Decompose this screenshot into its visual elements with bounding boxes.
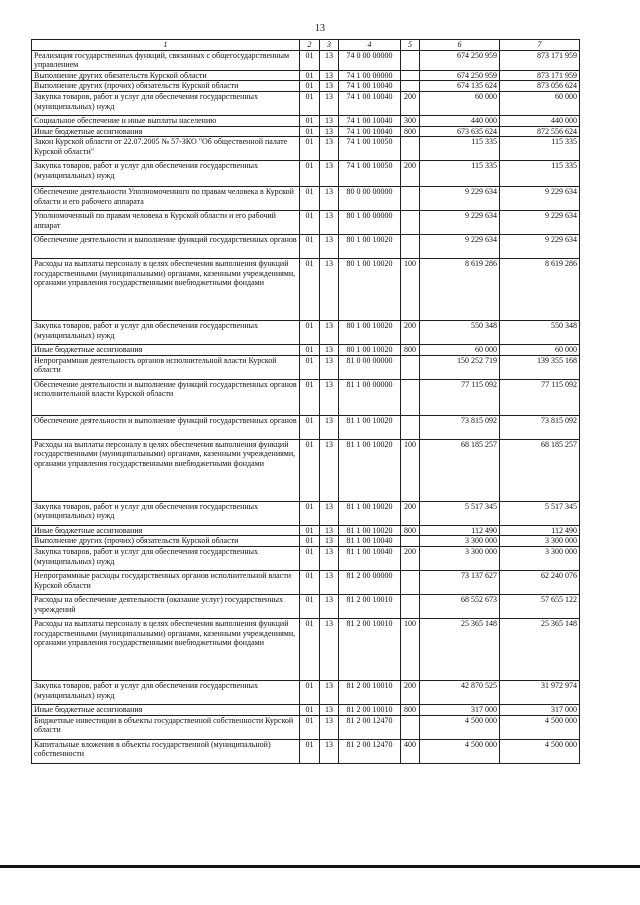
row-amount-year2-cell: 139 355 168 bbox=[500, 355, 580, 379]
row-amount-year2-cell: 73 815 092 bbox=[500, 415, 580, 439]
row-amount-year2-cell: 8 619 286 bbox=[500, 259, 580, 321]
row-subsection-cell: 13 bbox=[320, 259, 339, 321]
row-subsection-cell: 13 bbox=[320, 70, 339, 81]
row-section-cell: 01 bbox=[300, 704, 320, 715]
table-row bbox=[32, 546, 580, 570]
row-section-cell: 01 bbox=[300, 379, 320, 415]
row-target-code-cell: 81 1 00 10020 bbox=[339, 415, 401, 439]
row-section-cell: 01 bbox=[300, 680, 320, 704]
row-expense-type-cell: 200 bbox=[401, 501, 420, 525]
row-subsection-cell: 13 bbox=[320, 91, 339, 115]
row-name-cell: Непрограммные расходы государственных органов исполнительной власти Курской области bbox=[32, 570, 300, 594]
row-target-code-cell: 81 1 00 10020 bbox=[339, 439, 401, 501]
row-name-cell: Обеспечение деятельности Уполномоченного по правам человека в Курской области и его рабочего аппарата bbox=[32, 187, 300, 211]
row-target-code-cell: 81 1 00 10020 bbox=[339, 525, 401, 536]
row-name-cell: Иные бюджетные ассигнования bbox=[32, 525, 300, 536]
table-row bbox=[32, 525, 580, 536]
row-section-cell: 01 bbox=[300, 321, 320, 345]
table-row bbox=[32, 439, 580, 501]
row-subsection-cell: 13 bbox=[320, 525, 339, 536]
row-section-cell: 01 bbox=[300, 546, 320, 570]
row-section-cell: 01 bbox=[300, 137, 320, 161]
row-section-cell: 01 bbox=[300, 536, 320, 547]
header-col-1: 1 bbox=[32, 40, 300, 51]
row-subsection-cell: 13 bbox=[320, 715, 339, 739]
row-target-code-cell: 81 2 00 12470 bbox=[339, 715, 401, 739]
row-name-cell: Социальное обеспечение и иные выплаты населению bbox=[32, 115, 300, 126]
row-amount-year1-cell: 68 552 673 bbox=[420, 594, 500, 618]
row-section-cell: 01 bbox=[300, 211, 320, 235]
row-amount-year1-cell: 73 815 092 bbox=[420, 415, 500, 439]
row-amount-year1-cell: 674 135 624 bbox=[420, 81, 500, 92]
row-name-cell: Обеспечение деятельности и выполнение функций государственных органов bbox=[32, 415, 300, 439]
row-name-cell: Расходы на обеспечение деятельности (оказание услуг) государственных учреждений bbox=[32, 594, 300, 618]
row-expense-type-cell: 200 bbox=[401, 680, 420, 704]
row-target-code-cell: 74 0 00 00000 bbox=[339, 50, 401, 70]
row-section-cell: 01 bbox=[300, 355, 320, 379]
row-target-code-cell: 81 1 00 10040 bbox=[339, 536, 401, 547]
row-target-code-cell: 74 1 00 10040 bbox=[339, 81, 401, 92]
row-amount-year2-cell: 3 300 000 bbox=[500, 546, 580, 570]
row-amount-year2-cell: 62 240 076 bbox=[500, 570, 580, 594]
row-amount-year2-cell: 31 972 974 bbox=[500, 680, 580, 704]
row-subsection-cell: 13 bbox=[320, 187, 339, 211]
row-amount-year2-cell: 5 517 345 bbox=[500, 501, 580, 525]
table-row bbox=[32, 137, 580, 161]
header-col-6: 6 bbox=[420, 40, 500, 51]
row-amount-year1-cell: 674 250 959 bbox=[420, 70, 500, 81]
row-name-cell: Иные бюджетные ассигнования bbox=[32, 704, 300, 715]
row-amount-year1-cell: 115 335 bbox=[420, 137, 500, 161]
row-amount-year1-cell: 115 335 bbox=[420, 161, 500, 187]
row-target-code-cell: 81 2 00 00000 bbox=[339, 570, 401, 594]
row-section-cell: 01 bbox=[300, 715, 320, 739]
row-target-code-cell: 81 2 00 12470 bbox=[339, 739, 401, 763]
row-amount-year2-cell: 440 000 bbox=[500, 115, 580, 126]
row-name-cell: Закупка товаров, работ и услуг для обеспечения государственных (муниципальных) нужд bbox=[32, 321, 300, 345]
row-section-cell: 01 bbox=[300, 501, 320, 525]
row-amount-year1-cell: 3 300 000 bbox=[420, 536, 500, 547]
row-amount-year1-cell: 9 229 634 bbox=[420, 187, 500, 211]
row-amount-year2-cell: 68 185 257 bbox=[500, 439, 580, 501]
row-section-cell: 01 bbox=[300, 50, 320, 70]
row-amount-year2-cell: 873 171 959 bbox=[500, 50, 580, 70]
row-expense-type-cell: 800 bbox=[401, 126, 420, 137]
table-row bbox=[32, 594, 580, 618]
row-subsection-cell: 13 bbox=[320, 81, 339, 92]
row-subsection-cell: 13 bbox=[320, 50, 339, 70]
budget-table bbox=[31, 39, 580, 764]
row-name-cell: Обеспечение деятельности и выполнение функций государственных органов исполнительной власти Курской области bbox=[32, 379, 300, 415]
row-amount-year1-cell: 150 252 719 bbox=[420, 355, 500, 379]
row-amount-year1-cell: 673 635 624 bbox=[420, 126, 500, 137]
row-subsection-cell: 13 bbox=[320, 739, 339, 763]
row-amount-year2-cell: 77 115 092 bbox=[500, 379, 580, 415]
row-expense-type-cell bbox=[401, 70, 420, 81]
row-expense-type-cell bbox=[401, 536, 420, 547]
row-section-cell: 01 bbox=[300, 415, 320, 439]
row-expense-type-cell bbox=[401, 355, 420, 379]
table-header-row bbox=[32, 40, 580, 51]
row-expense-type-cell bbox=[401, 235, 420, 259]
page-number: 13 bbox=[315, 23, 325, 34]
table-row bbox=[32, 211, 580, 235]
row-amount-year2-cell: 4 500 000 bbox=[500, 715, 580, 739]
row-amount-year1-cell: 68 185 257 bbox=[420, 439, 500, 501]
table-row bbox=[32, 126, 580, 137]
row-amount-year1-cell: 60 000 bbox=[420, 345, 500, 356]
row-target-code-cell: 80 1 00 10020 bbox=[339, 235, 401, 259]
row-target-code-cell: 74 1 00 10050 bbox=[339, 137, 401, 161]
row-section-cell: 01 bbox=[300, 570, 320, 594]
row-subsection-cell: 13 bbox=[320, 211, 339, 235]
row-name-cell: Закон Курской области от 22.07.2005 № 57-ЗКО "Об общественной палате Курской области" bbox=[32, 137, 300, 161]
row-amount-year1-cell: 25 365 148 bbox=[420, 618, 500, 680]
row-subsection-cell: 13 bbox=[320, 415, 339, 439]
header-col-4: 4 bbox=[339, 40, 401, 51]
row-subsection-cell: 13 bbox=[320, 321, 339, 345]
row-amount-year2-cell: 112 490 bbox=[500, 525, 580, 536]
row-section-cell: 01 bbox=[300, 81, 320, 92]
row-section-cell: 01 bbox=[300, 259, 320, 321]
row-subsection-cell: 13 bbox=[320, 570, 339, 594]
table-row bbox=[32, 115, 580, 126]
row-subsection-cell: 13 bbox=[320, 536, 339, 547]
row-amount-year1-cell: 674 250 959 bbox=[420, 50, 500, 70]
row-section-cell: 01 bbox=[300, 345, 320, 356]
row-name-cell: Закупка товаров, работ и услуг для обеспечения государственных (муниципальных) нужд bbox=[32, 91, 300, 115]
row-name-cell: Бюджетные инвестиции в объекты государственной собственности Курской области bbox=[32, 715, 300, 739]
table-row bbox=[32, 704, 580, 715]
row-section-cell: 01 bbox=[300, 235, 320, 259]
row-name-cell: Выполнение других (прочих) обязательств Курской области bbox=[32, 81, 300, 92]
row-amount-year1-cell: 77 115 092 bbox=[420, 379, 500, 415]
row-expense-type-cell: 200 bbox=[401, 546, 420, 570]
table-row bbox=[32, 618, 580, 680]
row-target-code-cell: 80 1 00 00000 bbox=[339, 211, 401, 235]
row-name-cell: Выполнение других обязательств Курской области bbox=[32, 70, 300, 81]
row-subsection-cell: 13 bbox=[320, 379, 339, 415]
row-section-cell: 01 bbox=[300, 115, 320, 126]
row-target-code-cell: 74 1 00 10040 bbox=[339, 115, 401, 126]
row-name-cell: Непрограммная деятельность органов исполнительной власти Курской области bbox=[32, 355, 300, 379]
row-target-code-cell: 81 0 00 00000 bbox=[339, 355, 401, 379]
row-target-code-cell: 74 1 00 10050 bbox=[339, 161, 401, 187]
row-amount-year1-cell: 4 500 000 bbox=[420, 739, 500, 763]
row-amount-year2-cell: 57 655 122 bbox=[500, 594, 580, 618]
row-amount-year2-cell: 873 056 624 bbox=[500, 81, 580, 92]
bottom-rule bbox=[0, 865, 640, 868]
table-row bbox=[32, 161, 580, 187]
row-name-cell: Расходы на выплаты персоналу в целях обеспечения выполнения функций государственными (муниципальными) органами, казенными учреждениями, органами управления государственными внебюджетными фондами bbox=[32, 618, 300, 680]
table-row bbox=[32, 259, 580, 321]
row-amount-year1-cell: 3 300 000 bbox=[420, 546, 500, 570]
row-name-cell: Обеспечение деятельности и выполнение функций государственных органов bbox=[32, 235, 300, 259]
row-target-code-cell: 80 1 00 10020 bbox=[339, 345, 401, 356]
row-subsection-cell: 13 bbox=[320, 115, 339, 126]
row-expense-type-cell: 800 bbox=[401, 525, 420, 536]
row-section-cell: 01 bbox=[300, 187, 320, 211]
table-row bbox=[32, 50, 580, 70]
row-expense-type-cell: 400 bbox=[401, 739, 420, 763]
row-name-cell: Иные бюджетные ассигнования bbox=[32, 126, 300, 137]
table-row bbox=[32, 715, 580, 739]
table-row bbox=[32, 379, 580, 415]
row-expense-type-cell bbox=[401, 137, 420, 161]
row-expense-type-cell: 800 bbox=[401, 704, 420, 715]
row-expense-type-cell bbox=[401, 594, 420, 618]
row-amount-year1-cell: 317 000 bbox=[420, 704, 500, 715]
row-name-cell: Закупка товаров, работ и услуг для обеспечения государственных (муниципальных) нужд bbox=[32, 680, 300, 704]
table-row bbox=[32, 345, 580, 356]
row-name-cell: Выполнение других (прочих) обязательств Курской области bbox=[32, 536, 300, 547]
row-amount-year2-cell: 9 229 634 bbox=[500, 187, 580, 211]
table-row bbox=[32, 81, 580, 92]
header-col-2: 2 bbox=[300, 40, 320, 51]
row-subsection-cell: 13 bbox=[320, 235, 339, 259]
row-subsection-cell: 13 bbox=[320, 546, 339, 570]
row-amount-year1-cell: 4 500 000 bbox=[420, 715, 500, 739]
row-name-cell: Иные бюджетные ассигнования bbox=[32, 345, 300, 356]
table-row bbox=[32, 570, 580, 594]
row-section-cell: 01 bbox=[300, 594, 320, 618]
row-name-cell: Закупка товаров, работ и услуг для обеспечения государственных (муниципальных) нужд bbox=[32, 161, 300, 187]
row-target-code-cell: 80 1 00 10020 bbox=[339, 321, 401, 345]
row-amount-year1-cell: 5 517 345 bbox=[420, 501, 500, 525]
row-section-cell: 01 bbox=[300, 126, 320, 137]
row-section-cell: 01 bbox=[300, 739, 320, 763]
row-expense-type-cell bbox=[401, 379, 420, 415]
row-expense-type-cell bbox=[401, 81, 420, 92]
row-target-code-cell: 74 1 00 10040 bbox=[339, 126, 401, 137]
row-amount-year2-cell: 872 556 624 bbox=[500, 126, 580, 137]
row-section-cell: 01 bbox=[300, 525, 320, 536]
row-amount-year2-cell: 3 300 000 bbox=[500, 536, 580, 547]
row-subsection-cell: 13 bbox=[320, 594, 339, 618]
row-amount-year2-cell: 550 348 bbox=[500, 321, 580, 345]
row-expense-type-cell: 200 bbox=[401, 91, 420, 115]
table-row bbox=[32, 91, 580, 115]
row-amount-year1-cell: 9 229 634 bbox=[420, 235, 500, 259]
row-subsection-cell: 13 bbox=[320, 137, 339, 161]
row-expense-type-cell: 200 bbox=[401, 321, 420, 345]
row-name-cell: Расходы на выплаты персоналу в целях обеспечения выполнения функций государственными (муниципальными) органами, казенными учреждениями, органами управления государственными внебюджетными фондами bbox=[32, 439, 300, 501]
row-amount-year1-cell: 550 348 bbox=[420, 321, 500, 345]
row-target-code-cell: 81 2 00 10010 bbox=[339, 704, 401, 715]
row-section-cell: 01 bbox=[300, 70, 320, 81]
table-row bbox=[32, 415, 580, 439]
row-target-code-cell: 81 1 00 10020 bbox=[339, 501, 401, 525]
row-target-code-cell: 74 1 00 00000 bbox=[339, 70, 401, 81]
row-expense-type-cell bbox=[401, 415, 420, 439]
row-name-cell: Закупка товаров, работ и услуг для обеспечения государственных (муниципальных) нужд bbox=[32, 501, 300, 525]
row-amount-year1-cell: 112 490 bbox=[420, 525, 500, 536]
row-expense-type-cell: 100 bbox=[401, 439, 420, 501]
row-amount-year2-cell: 60 000 bbox=[500, 91, 580, 115]
row-expense-type-cell bbox=[401, 50, 420, 70]
row-amount-year2-cell: 873 171 959 bbox=[500, 70, 580, 81]
row-name-cell: Расходы на выплаты персоналу в целях обеспечения выполнения функций государственными (муниципальными) органами, казенными учреждениями, органами управления государственными внебюджетными фондами bbox=[32, 259, 300, 321]
table-row bbox=[32, 70, 580, 81]
row-expense-type-cell bbox=[401, 570, 420, 594]
header-col-7: 7 bbox=[500, 40, 580, 51]
row-section-cell: 01 bbox=[300, 439, 320, 501]
row-expense-type-cell bbox=[401, 211, 420, 235]
row-amount-year2-cell: 9 229 634 bbox=[500, 211, 580, 235]
table-row bbox=[32, 355, 580, 379]
row-expense-type-cell: 200 bbox=[401, 161, 420, 187]
row-expense-type-cell bbox=[401, 187, 420, 211]
row-target-code-cell: 80 0 00 00000 bbox=[339, 187, 401, 211]
row-target-code-cell: 81 2 00 10010 bbox=[339, 618, 401, 680]
row-amount-year1-cell: 440 000 bbox=[420, 115, 500, 126]
table-row bbox=[32, 321, 580, 345]
header-col-5: 5 bbox=[401, 40, 420, 51]
row-name-cell: Закупка товаров, работ и услуг для обеспечения государственных (муниципальных) нужд bbox=[32, 546, 300, 570]
row-expense-type-cell bbox=[401, 715, 420, 739]
table-row bbox=[32, 680, 580, 704]
row-subsection-cell: 13 bbox=[320, 501, 339, 525]
row-subsection-cell: 13 bbox=[320, 439, 339, 501]
table-row bbox=[32, 235, 580, 259]
header-col-3: 3 bbox=[320, 40, 339, 51]
row-subsection-cell: 13 bbox=[320, 680, 339, 704]
table-row bbox=[32, 536, 580, 547]
row-name-cell: Уполномоченный по правам человека в Курской области и его рабочий аппарат bbox=[32, 211, 300, 235]
row-name-cell: Капитальные вложения в объекты государственной (муниципальной) собственности bbox=[32, 739, 300, 763]
row-expense-type-cell: 300 bbox=[401, 115, 420, 126]
row-amount-year1-cell: 60 000 bbox=[420, 91, 500, 115]
row-section-cell: 01 bbox=[300, 618, 320, 680]
row-amount-year2-cell: 9 229 634 bbox=[500, 235, 580, 259]
row-expense-type-cell: 100 bbox=[401, 618, 420, 680]
row-target-code-cell: 81 2 00 10010 bbox=[339, 594, 401, 618]
row-amount-year1-cell: 42 870 525 bbox=[420, 680, 500, 704]
table-row bbox=[32, 739, 580, 763]
row-target-code-cell: 81 1 00 10040 bbox=[339, 546, 401, 570]
row-amount-year1-cell: 73 137 627 bbox=[420, 570, 500, 594]
table-row bbox=[32, 501, 580, 525]
row-amount-year2-cell: 25 365 148 bbox=[500, 618, 580, 680]
row-amount-year2-cell: 60 000 bbox=[500, 345, 580, 356]
row-expense-type-cell: 100 bbox=[401, 259, 420, 321]
row-subsection-cell: 13 bbox=[320, 355, 339, 379]
row-subsection-cell: 13 bbox=[320, 161, 339, 187]
row-name-cell: Реализация государственных функций, связанных с общегосударственным управлением bbox=[32, 50, 300, 70]
row-amount-year2-cell: 115 335 bbox=[500, 137, 580, 161]
row-amount-year1-cell: 9 229 634 bbox=[420, 211, 500, 235]
row-target-code-cell: 74 1 00 10040 bbox=[339, 91, 401, 115]
row-amount-year2-cell: 4 500 000 bbox=[500, 739, 580, 763]
row-section-cell: 01 bbox=[300, 91, 320, 115]
row-target-code-cell: 81 1 00 00000 bbox=[339, 379, 401, 415]
row-target-code-cell: 81 2 00 10010 bbox=[339, 680, 401, 704]
row-target-code-cell: 80 1 00 10020 bbox=[339, 259, 401, 321]
row-subsection-cell: 13 bbox=[320, 126, 339, 137]
table-row bbox=[32, 187, 580, 211]
row-subsection-cell: 13 bbox=[320, 618, 339, 680]
table-body bbox=[32, 50, 580, 763]
row-subsection-cell: 13 bbox=[320, 704, 339, 715]
row-amount-year2-cell: 115 335 bbox=[500, 161, 580, 187]
row-subsection-cell: 13 bbox=[320, 345, 339, 356]
row-amount-year2-cell: 317 000 bbox=[500, 704, 580, 715]
row-section-cell: 01 bbox=[300, 161, 320, 187]
row-amount-year1-cell: 8 619 286 bbox=[420, 259, 500, 321]
row-expense-type-cell: 800 bbox=[401, 345, 420, 356]
